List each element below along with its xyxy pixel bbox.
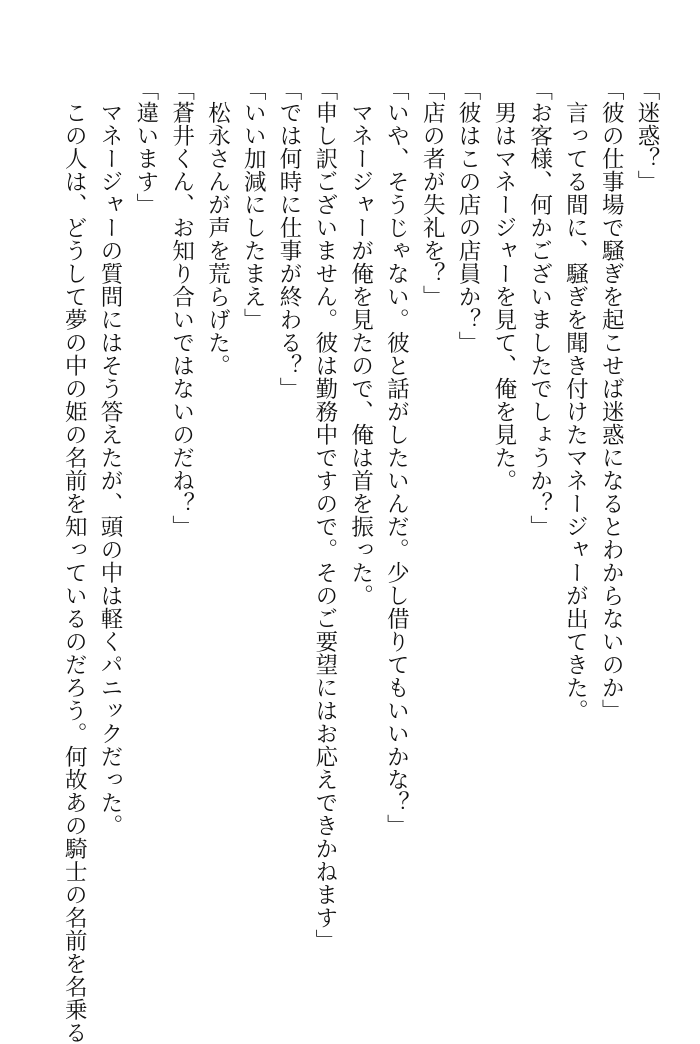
text-line: 「いや、そうじゃない。彼と話がしたいんだ。少し借りてもいいかな？」 — [383, 78, 410, 837]
text-line: 「では何時に仕事が終わる？」 — [276, 78, 303, 400]
text-line: 「迷惑？」 — [634, 78, 660, 193]
vertical-text-body — [55, 78, 664, 1044]
text-line: 「蒼井くん、お知り合いではないのだね？」 — [168, 78, 195, 538]
text-line: 「店の者が失礼を？」 — [419, 78, 446, 308]
text-line: 「申し訳ございません。彼は勤務中ですので。そのご要望にはお応えできかねます」 — [311, 78, 338, 952]
text-line: マネージャーが俺を見たので、俺は首を振った。 — [347, 78, 374, 607]
text-line: 「違います」 — [132, 78, 159, 216]
text-line: 「いい加減にしたまえ」 — [240, 78, 267, 331]
text-line: 男はマネージャーを見て、俺を見た。 — [490, 78, 517, 492]
text-line: 「彼の仕事場で騒ぎを起こせば迷惑になるとわからないのか」 — [598, 78, 625, 722]
text-line: 「彼はこの店の店員か？」 — [455, 78, 482, 354]
text-line: 言ってる間に、騒ぎを聞き付けたマネージャーが出てきた。 — [562, 78, 589, 722]
text-line: マネージャーの質問にはそう答えたが、頭の中は軽くパニックだった。 — [97, 78, 124, 837]
text-line: 松永さんが声を荒らげた。 — [204, 78, 231, 377]
text-line: この人は、どうして夢の中の姫の名前を知っているのだろう。何故あの騎士の名前を名乗る — [61, 78, 88, 1044]
text-line: 「お客様、何かございましたでしょうか？」 — [526, 78, 553, 538]
